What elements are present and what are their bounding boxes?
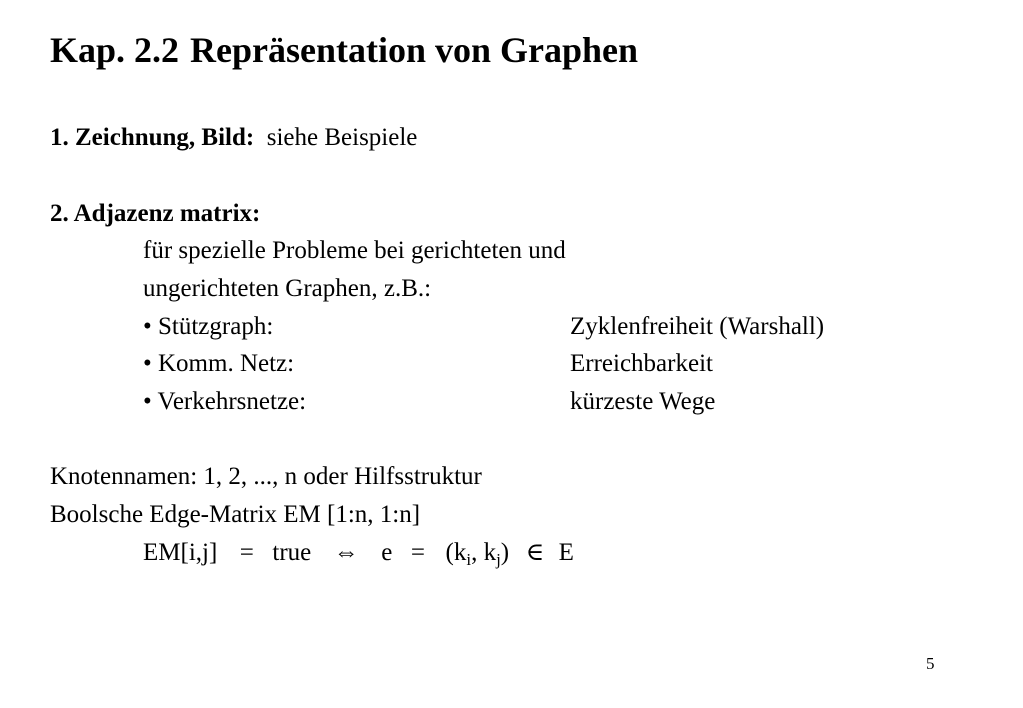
section-1 [50, 125, 417, 150]
page-number: 5 [926, 654, 935, 673]
list-item [143, 314, 843, 339]
formula-equals-2: = [410, 539, 425, 566]
section-2-intro-line-2: ungerichteten Graphen, z.B.: [143, 275, 432, 302]
list-item-label: • Verkehrsnetze: [143, 388, 307, 415]
iff-symbol: ⇔ [333, 539, 359, 566]
formula-lhs: EM[i,j] [143, 539, 218, 566]
section-1-heading: 1. Zeichnung, Bild: [50, 124, 255, 151]
element-of-symbol: ∈ [525, 539, 545, 566]
formula-set: E [558, 539, 574, 566]
list-item-label: • Stützgraph: [143, 313, 274, 340]
formula-e: e [381, 539, 393, 566]
notes-line-2: Boolsche Edge-Matrix EM [1:n, 1:n] [50, 501, 421, 528]
formula-tuple-open: (k [445, 539, 467, 566]
list-item-value: Erreichbarkeit [570, 350, 713, 377]
formula [143, 539, 574, 569]
list-item-value: kürzeste Wege [570, 388, 716, 415]
formula-sub-i: i [466, 550, 472, 569]
section-1-text: siehe Beispiele [266, 124, 418, 151]
formula-true: true [272, 539, 312, 566]
section-2-intro-line-1: für spezielle Probleme bei gerichteten und [143, 237, 566, 264]
formula-equals: = [239, 539, 254, 566]
list-item [143, 389, 843, 414]
notes-line-1: Knotennamen: 1, 2, ..., n oder Hilfsstruktur [50, 463, 482, 490]
slide-title [50, 32, 638, 68]
formula-tuple-close: ) [500, 539, 510, 566]
chapter-number: Kap. 2.2 [50, 30, 180, 70]
section-2-heading: 2. Adjazenz matrix: [50, 200, 261, 227]
formula-tuple-comma: , k [471, 539, 497, 566]
list-item-label: • Komm. Netz: [143, 350, 295, 377]
list-item-value: Zyklenfreiheit (Warshall) [570, 313, 825, 340]
list-item [143, 351, 843, 376]
formula-sub-j: j [496, 550, 501, 569]
chapter-title: Repräsentation von Graphen [190, 30, 639, 70]
